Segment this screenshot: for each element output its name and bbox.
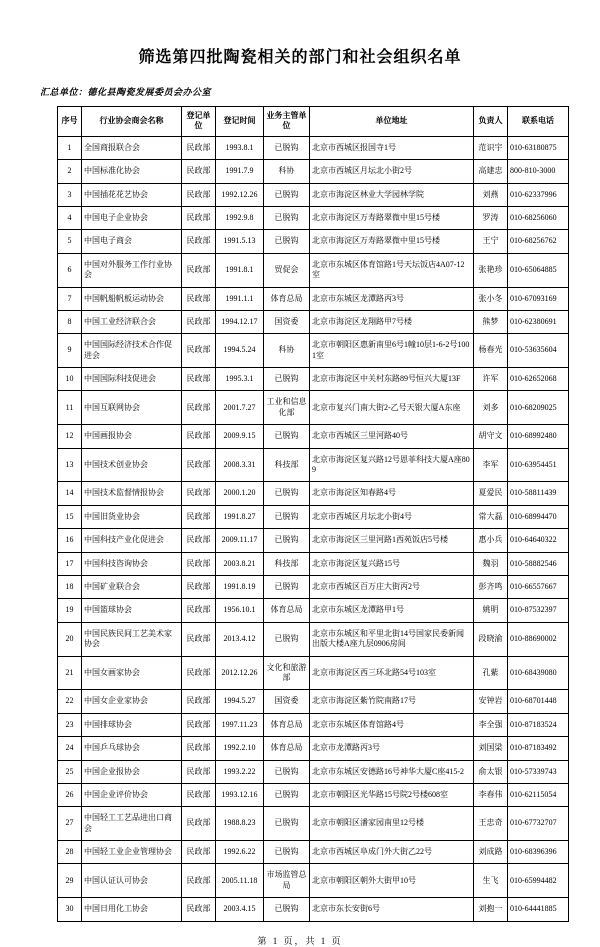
cell-date: 1992.2.10 [216, 737, 264, 760]
cell-address: 北京市西城区百万庄大街丙2号 [310, 575, 474, 598]
cell-phone: 010-68256762 [508, 230, 569, 253]
cell-supervisor: 科协 [264, 334, 310, 368]
cell-date: 1994.12.17 [216, 310, 264, 333]
cell-index: 5 [58, 230, 82, 253]
table-row [58, 864, 569, 898]
cell-phone: 010-67732707 [508, 807, 569, 841]
cell-date: 1993.8.1 [216, 136, 264, 159]
cell-phone: 010-68992480 [508, 425, 569, 448]
cell-date: 1991.5.13 [216, 230, 264, 253]
table-row [58, 368, 569, 391]
table-row [58, 737, 569, 760]
cell-date: 1997.11.23 [216, 713, 264, 736]
cell-date: 2005.11.18 [216, 864, 264, 898]
cell-person: 范识宇 [474, 136, 508, 159]
cell-phone: 010-58811439 [508, 482, 569, 505]
cell-index: 17 [58, 552, 82, 575]
cell-name: 中国电子企业协会 [82, 206, 182, 229]
cell-supervisor: 已脱钩 [264, 783, 310, 806]
cell-registrar: 民政部 [182, 136, 216, 159]
cell-supervisor: 已脱钩 [264, 841, 310, 864]
table-row [58, 287, 569, 310]
cell-index: 13 [58, 448, 82, 482]
cell-name: 中国插花花艺协会 [82, 183, 182, 206]
cell-name: 中国技术创业协会 [82, 448, 182, 482]
cell-index: 10 [58, 368, 82, 391]
cell-address: 北京市西城区三里河路40号 [310, 425, 474, 448]
cell-registrar: 民政部 [182, 253, 216, 287]
cell-address: 北京市西城区月坛北小街2号 [310, 160, 474, 183]
cell-phone: 010-66557667 [508, 575, 569, 598]
cell-phone: 010-68209025 [508, 391, 569, 425]
cell-date: 2013.4.12 [216, 622, 264, 656]
cell-address: 北京市朝阳区潘家园南里12号楼 [310, 807, 474, 841]
table-row [58, 622, 569, 656]
cell-supervisor: 科协 [264, 160, 310, 183]
table-row [58, 505, 569, 528]
table-row [58, 448, 569, 482]
cell-person: 刘抱一 [474, 898, 508, 921]
cell-supervisor: 体育总局 [264, 713, 310, 736]
cell-registrar: 民政部 [182, 183, 216, 206]
cell-address: 北京市朝阳区朝外大街甲10号 [310, 864, 474, 898]
cell-name: 中国标准化协会 [82, 160, 182, 183]
table-row [58, 253, 569, 287]
cell-phone: 010-64640322 [508, 529, 569, 552]
cell-registrar: 民政部 [182, 898, 216, 921]
cell-registrar: 民政部 [182, 505, 216, 528]
cell-date: 1995.3.1 [216, 368, 264, 391]
cell-name: 中国女画家协会 [82, 656, 182, 690]
cell-date: 1992.6.22 [216, 841, 264, 864]
cell-date: 1993.12.16 [216, 783, 264, 806]
cell-date: 2003.8.21 [216, 552, 264, 575]
cell-phone: 010-68994470 [508, 505, 569, 528]
table-row [58, 656, 569, 690]
cell-index: 15 [58, 505, 82, 528]
cell-phone: 010-63180875 [508, 136, 569, 159]
cell-address: 北京市东长安街6号 [310, 898, 474, 921]
cell-registrar: 民政部 [182, 783, 216, 806]
table-row [58, 310, 569, 333]
cell-registrar: 民政部 [182, 552, 216, 575]
cell-person: 张小冬 [474, 287, 508, 310]
cell-person: 杨春光 [474, 334, 508, 368]
cell-address: 北京市东城区体育馆路1号天坛饭店4A07-12室 [310, 253, 474, 287]
cell-person: 惠小兵 [474, 529, 508, 552]
cell-index: 2 [58, 160, 82, 183]
table-header-row [58, 107, 569, 137]
table-row [58, 334, 569, 368]
table-row [58, 160, 569, 183]
cell-address: 北京市复兴门南大街2-乙号天银大厦A东座 [310, 391, 474, 425]
cell-registrar: 民政部 [182, 160, 216, 183]
cell-index: 24 [58, 737, 82, 760]
table-body [58, 136, 569, 921]
cell-phone: 010-62337996 [508, 183, 569, 206]
cell-supervisor: 已脱钩 [264, 206, 310, 229]
cell-phone: 010-67093169 [508, 287, 569, 310]
cell-index: 23 [58, 713, 82, 736]
cell-person: 俞太银 [474, 760, 508, 783]
cell-address: 北京市海淀区复兴路12号恩菲科技大厦A座809 [310, 448, 474, 482]
cell-date: 2012.12.26 [216, 656, 264, 690]
cell-address: 北京市朝阳区光华路15号院2号楼608室 [310, 783, 474, 806]
cell-name: 中国画报协会 [82, 425, 182, 448]
cell-supervisor: 体育总局 [264, 737, 310, 760]
cell-address: 北京市东城区和平里北街14号国家民委新闻出版大楼A座九层0906房间 [310, 622, 474, 656]
table-row [58, 575, 569, 598]
cell-supervisor: 已脱钩 [264, 898, 310, 921]
cell-phone: 010-88690002 [508, 622, 569, 656]
header-supervisor-unit: 业务主管单位 [264, 107, 310, 137]
cell-registrar: 民政部 [182, 529, 216, 552]
cell-supervisor: 已脱钩 [264, 482, 310, 505]
cell-person: 胡守文 [474, 425, 508, 448]
cell-address: 北京市龙潭路丙3号 [310, 737, 474, 760]
cell-phone: 010-62380691 [508, 310, 569, 333]
table-row [58, 898, 569, 921]
cell-registrar: 民政部 [182, 334, 216, 368]
cell-person: 夏爱民 [474, 482, 508, 505]
cell-supervisor: 已脱钩 [264, 136, 310, 159]
cell-address: 北京市海淀区西三环北路54号103室 [310, 656, 474, 690]
table-row [58, 552, 569, 575]
table-row [58, 760, 569, 783]
cell-person: 许军 [474, 368, 508, 391]
cell-address: 北京市西城区报国寺1号 [310, 136, 474, 159]
table-row [58, 807, 569, 841]
cell-address: 北京市海淀区万寿路翠微中里15号楼 [310, 206, 474, 229]
cell-person: 刘成路 [474, 841, 508, 864]
cell-index: 1 [58, 136, 82, 159]
cell-date: 1991.8.1 [216, 253, 264, 287]
cell-person: 李军 [474, 448, 508, 482]
cell-index: 22 [58, 690, 82, 713]
table-row [58, 783, 569, 806]
cell-person: 生飞 [474, 864, 508, 898]
cell-date: 2000.1.20 [216, 482, 264, 505]
cell-address: 北京市海淀区知春路4号 [310, 482, 474, 505]
cell-date: 1994.5.27 [216, 690, 264, 713]
cell-date: 1992.9.8 [216, 206, 264, 229]
cell-index: 26 [58, 783, 82, 806]
cell-index: 20 [58, 622, 82, 656]
cell-supervisor: 体育总局 [264, 599, 310, 622]
cell-name: 中国国际科技促进会 [82, 368, 182, 391]
cell-supervisor: 已脱钩 [264, 622, 310, 656]
cell-name: 中国轻工工艺品进出口商会 [82, 807, 182, 841]
header-phone: 联系电话 [508, 107, 569, 137]
cell-index: 19 [58, 599, 82, 622]
cell-person: 张艳珍 [474, 253, 508, 287]
cell-phone: 010-68701448 [508, 690, 569, 713]
cell-registrar: 民政部 [182, 713, 216, 736]
cell-index: 30 [58, 898, 82, 921]
cell-index: 11 [58, 391, 82, 425]
cell-registrar: 民政部 [182, 656, 216, 690]
cell-address: 北京市海淀区龙翔路甲7号楼 [310, 310, 474, 333]
cell-address: 北京市海淀区中关村东路89号恒兴大厦13F [310, 368, 474, 391]
cell-name: 中国旧货业协会 [82, 505, 182, 528]
header-index: 序号 [58, 107, 82, 137]
cell-date: 1991.7.9 [216, 160, 264, 183]
cell-name: 中国帆船帆板运动协会 [82, 287, 182, 310]
table-row [58, 230, 569, 253]
cell-index: 21 [58, 656, 82, 690]
cell-registrar: 民政部 [182, 690, 216, 713]
cell-person: 李春伟 [474, 783, 508, 806]
table-row [58, 599, 569, 622]
cell-index: 27 [58, 807, 82, 841]
header-address: 单位地址 [310, 107, 474, 137]
cell-supervisor: 市场监管总局 [264, 864, 310, 898]
cell-registrar: 民政部 [182, 482, 216, 505]
cell-index: 6 [58, 253, 82, 287]
cell-registrar: 民政部 [182, 760, 216, 783]
cell-index: 16 [58, 529, 82, 552]
cell-name: 中国企业评价协会 [82, 783, 182, 806]
cell-person: 罗涛 [474, 206, 508, 229]
cell-address: 北京市海淀区林业大学园林学院 [310, 183, 474, 206]
cell-index: 4 [58, 206, 82, 229]
cell-person: 孔紫 [474, 656, 508, 690]
cell-supervisor: 国资委 [264, 310, 310, 333]
cell-person: 李全强 [474, 713, 508, 736]
cell-index: 8 [58, 310, 82, 333]
cell-person: 姚明 [474, 599, 508, 622]
table-row [58, 425, 569, 448]
cell-registrar: 民政部 [182, 841, 216, 864]
cell-phone: 010-65064885 [508, 253, 569, 287]
cell-index: 9 [58, 334, 82, 368]
cell-name: 中国企业报协会 [82, 760, 182, 783]
table-row [58, 136, 569, 159]
table-row [58, 183, 569, 206]
cell-phone: 010-53635604 [508, 334, 569, 368]
cell-address: 北京市东城区龙潭路丙3号 [310, 287, 474, 310]
cell-supervisor: 已脱钩 [264, 230, 310, 253]
cell-index: 7 [58, 287, 82, 310]
cell-index: 3 [58, 183, 82, 206]
cell-name: 中国篮球协会 [82, 599, 182, 622]
cell-date: 1988.8.23 [216, 807, 264, 841]
cell-name: 中国电子商会 [82, 230, 182, 253]
cell-phone: 010-87532397 [508, 599, 569, 622]
cell-index: 28 [58, 841, 82, 864]
cell-name: 中国认证认可协会 [82, 864, 182, 898]
cell-date: 2003.4.15 [216, 898, 264, 921]
table-row [58, 841, 569, 864]
cell-address: 北京市西城区月坛北小街4号 [310, 505, 474, 528]
cell-registrar: 民政部 [182, 807, 216, 841]
cell-date: 1991.8.27 [216, 505, 264, 528]
cell-person: 熊梦 [474, 310, 508, 333]
cell-phone: 010-87183492 [508, 737, 569, 760]
cell-registrar: 民政部 [182, 310, 216, 333]
header-association-name: 行业协会商会名称 [82, 107, 182, 137]
cell-address: 北京市西城区阜成门外大街乙22号 [310, 841, 474, 864]
cell-supervisor: 国资委 [264, 690, 310, 713]
cell-person: 刘燕 [474, 183, 508, 206]
cell-person: 高建忠 [474, 160, 508, 183]
cell-date: 1992.12.26 [216, 183, 264, 206]
cell-registrar: 民政部 [182, 448, 216, 482]
table-row [58, 529, 569, 552]
cell-phone: 010-64441885 [508, 898, 569, 921]
cell-index: 14 [58, 482, 82, 505]
cell-name: 中国女企业家协会 [82, 690, 182, 713]
cell-registrar: 民政部 [182, 425, 216, 448]
cell-phone: 010-62115054 [508, 783, 569, 806]
cell-person: 段晓渝 [474, 622, 508, 656]
cell-supervisor: 科技部 [264, 552, 310, 575]
cell-address: 北京市海淀区复兴路15号 [310, 552, 474, 575]
cell-person: 王宁 [474, 230, 508, 253]
cell-registrar: 民政部 [182, 368, 216, 391]
cell-name: 中国民族民间工艺美术家协会 [82, 622, 182, 656]
cell-name: 中国科技产业化促进会 [82, 529, 182, 552]
cell-name: 中国对外服务工作行业协会 [82, 253, 182, 287]
cell-supervisor: 已脱钩 [264, 529, 310, 552]
cell-person: 常大磊 [474, 505, 508, 528]
cell-supervisor: 科技部 [264, 448, 310, 482]
cell-supervisor: 文化和旅游部 [264, 656, 310, 690]
table-row [58, 690, 569, 713]
cell-name: 中国轻工业企业管理协会 [82, 841, 182, 864]
cell-name: 中国日用化工协会 [82, 898, 182, 921]
cell-registrar: 民政部 [182, 206, 216, 229]
cell-registrar: 民政部 [182, 622, 216, 656]
cell-name: 中国国际经济技术合作促进会 [82, 334, 182, 368]
cell-phone: 010-57339743 [508, 760, 569, 783]
cell-supervisor: 贸促会 [264, 253, 310, 287]
cell-phone: 010-62652068 [508, 368, 569, 391]
cell-supervisor: 已脱钩 [264, 807, 310, 841]
cell-date: 1991.8.19 [216, 575, 264, 598]
cell-date: 1991.1.1 [216, 287, 264, 310]
cell-date: 1993.2.22 [216, 760, 264, 783]
cell-address: 北京市东城区龙潭路甲1号 [310, 599, 474, 622]
page-title: 筛选第四批陶瓷相关的部门和社会组织名单 [138, 49, 462, 66]
cell-name: 中国科技咨询协会 [82, 552, 182, 575]
cell-phone: 010-68439080 [508, 656, 569, 690]
table-row [58, 713, 569, 736]
cell-date: 2009.11.17 [216, 529, 264, 552]
cell-date: 1956.10.1 [216, 599, 264, 622]
cell-index: 12 [58, 425, 82, 448]
cell-person: 王忠奇 [474, 807, 508, 841]
cell-registrar: 民政部 [182, 230, 216, 253]
cell-person: 彭齐鸣 [474, 575, 508, 598]
cell-date: 2008.3.31 [216, 448, 264, 482]
cell-date: 1994.5.24 [216, 334, 264, 368]
cell-supervisor: 体育总局 [264, 287, 310, 310]
cell-index: 18 [58, 575, 82, 598]
cell-index: 25 [58, 760, 82, 783]
cell-person: 刘多 [474, 391, 508, 425]
cell-address: 北京市海淀区万寿路翠微中里15号楼 [310, 230, 474, 253]
cell-name: 中国工业经济联合会 [82, 310, 182, 333]
table-row [58, 482, 569, 505]
organization-table [57, 106, 569, 922]
table-header [58, 107, 569, 137]
cell-name: 中国矿业联合会 [82, 575, 182, 598]
cell-phone: 800-810-3000 [508, 160, 569, 183]
cell-name: 中国乒乓球协会 [82, 737, 182, 760]
page-number-footer: 第 1 页，共 1 页 [257, 935, 343, 946]
cell-name: 中国排球协会 [82, 713, 182, 736]
cell-address: 北京市东城区体育馆路4号 [310, 713, 474, 736]
cell-phone: 010-87183524 [508, 713, 569, 736]
cell-address: 北京市海淀区紫竹院南路17号 [310, 690, 474, 713]
summary-unit-line: 汇总单位：德化县陶瓷发展委员会办公室 [40, 87, 212, 97]
header-registration-date: 登记时间 [216, 107, 264, 137]
cell-supervisor: 已脱钩 [264, 505, 310, 528]
cell-supervisor: 已脱钩 [264, 183, 310, 206]
cell-registrar: 民政部 [182, 575, 216, 598]
cell-registrar: 民政部 [182, 391, 216, 425]
cell-supervisor: 已脱钩 [264, 368, 310, 391]
cell-name: 中国互联网协会 [82, 391, 182, 425]
cell-phone: 010-68256060 [508, 206, 569, 229]
cell-person: 刘国梁 [474, 737, 508, 760]
cell-address: 北京市朝阳区惠新南里6号1幢10层1-6-2号1001室 [310, 334, 474, 368]
cell-supervisor: 已脱钩 [264, 760, 310, 783]
cell-registrar: 民政部 [182, 864, 216, 898]
cell-phone: 010-68396396 [508, 841, 569, 864]
cell-phone: 010-65994482 [508, 864, 569, 898]
cell-registrar: 民政部 [182, 737, 216, 760]
cell-registrar: 民政部 [182, 599, 216, 622]
cell-name: 全国商报联合会 [82, 136, 182, 159]
cell-supervisor: 已脱钩 [264, 425, 310, 448]
cell-registrar: 民政部 [182, 287, 216, 310]
cell-person: 魏羽 [474, 552, 508, 575]
cell-date: 2001.7.27 [216, 391, 264, 425]
cell-phone: 010-58882546 [508, 552, 569, 575]
header-registrar: 登记单位 [182, 107, 216, 137]
cell-supervisor: 工业和信息化部 [264, 391, 310, 425]
cell-person: 安钟岩 [474, 690, 508, 713]
table-row [58, 206, 569, 229]
cell-index: 29 [58, 864, 82, 898]
cell-name: 中国技术监督情报协会 [82, 482, 182, 505]
cell-address: 北京市海淀区三里河路1西苑饭店5号楼 [310, 529, 474, 552]
cell-supervisor: 已脱钩 [264, 575, 310, 598]
cell-date: 2009.9.15 [216, 425, 264, 448]
cell-phone: 010-63954451 [508, 448, 569, 482]
cell-address: 北京市东城区安德路16号神华大厦C座415-2 [310, 760, 474, 783]
table-row [58, 391, 569, 425]
header-person-in-charge: 负责人 [474, 107, 508, 137]
